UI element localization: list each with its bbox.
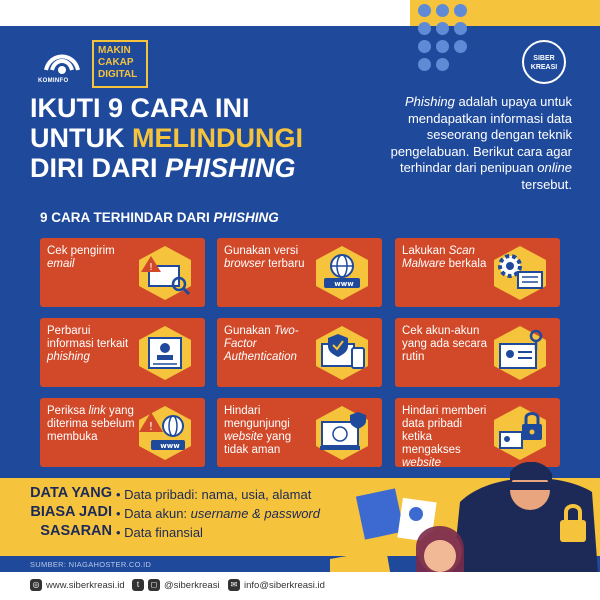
tip-card-8 [217, 398, 382, 467]
tip-text: Cek pengirim email [47, 245, 115, 270]
cakap-label: CAKAP [98, 57, 134, 68]
instagram-icon: ◻ [148, 579, 160, 591]
headline-line-1: IKUTI 9 CARA INI [30, 93, 250, 123]
source-credit: SUMBER: NIAGAHOSTER.CO.ID [30, 560, 152, 569]
list-item: • Data finansial [116, 525, 203, 540]
list-item: • Data pribadi: nama, usia, alamat [116, 487, 312, 502]
kominfo-label: KOMINFO [38, 78, 69, 84]
digital-label: DIGITAL [98, 69, 138, 80]
kreasi-label: KREASI [530, 64, 558, 71]
tip-text: Lakukan Scan Malware berkala [402, 245, 487, 270]
section-subheading: 9 CARA TERHINDAR DARI PHISHING [40, 210, 279, 225]
link-warning-icon [135, 404, 195, 462]
tip-text: Periksa link yang diterima sebelum membuka [47, 405, 135, 443]
footer-social[interactable] [132, 579, 220, 591]
tip-card-5 [217, 318, 382, 387]
unsafe-website-icon [312, 404, 372, 462]
svg-text:!: ! [148, 262, 154, 273]
tip-text: Cek akun-akun yang ada secara rutin [402, 325, 488, 363]
tip-card-6 [395, 318, 560, 387]
email-warning-icon [135, 244, 195, 302]
intro-paragraph: Phishing adalah upaya untuk mendapatkan informasi data seseorang dengan teknik pengelabuan. Berikut cara agar terhindar dari penipuan online tersebut. [390, 94, 572, 192]
tip-card-3 [395, 238, 560, 307]
footer-email-label: info@siberkreasi.id [244, 579, 325, 591]
headline [30, 93, 360, 183]
mail-icon: ✉ [228, 579, 240, 591]
tip-text: Gunakan versi browser terbaru [224, 245, 305, 270]
headline-line-2: UNTUK MELINDUNGI [30, 123, 303, 153]
tip-card-7 [40, 398, 205, 467]
svg-text:www: www [334, 280, 354, 288]
tip-text: Hindari memberi data pribadi ketika mengakses website [402, 405, 487, 467]
shield-devices-icon [312, 324, 372, 382]
footer-website-label: www.siberkreasi.id [46, 579, 125, 591]
makin-cakap-digital-logo [92, 40, 148, 88]
footer-social-label: @siberkreasi [164, 579, 220, 591]
headline-line-3: DIRI DARI PHISHING [30, 153, 296, 183]
footer-website[interactable] [30, 579, 125, 591]
tip-card-4 [40, 318, 205, 387]
twitter-icon: t [132, 579, 144, 591]
svg-text:!: ! [148, 420, 154, 433]
account-key-icon [490, 324, 550, 382]
gear-scan-icon [490, 244, 550, 302]
target-data-title: DATA YANG BIASA JADI SASARAN [30, 485, 112, 539]
decorative-dot-grid [418, 4, 484, 82]
browser-globe-icon [312, 244, 372, 302]
siber-label: SIBER [533, 55, 555, 62]
siber-kreasi-logo [522, 40, 566, 84]
makin-label: MAKIN [98, 45, 131, 56]
tip-card-1 [40, 238, 205, 307]
tip-card-9 [395, 398, 560, 467]
target-data-list [116, 485, 320, 542]
svg-text:www: www [160, 442, 180, 450]
footer-email[interactable] [228, 579, 325, 591]
tip-text: Gunakan Two-Factor Authentication [224, 325, 299, 363]
lock-data-icon [490, 404, 550, 462]
profile-update-icon [135, 324, 195, 382]
tip-text: Perbarui informasi terkait phishing [47, 325, 129, 363]
tip-card-2 [217, 238, 382, 307]
tip-text: Hindari mengunjungi website yang tidak aman [224, 405, 292, 456]
list-item: • Data akun: username & password [116, 506, 320, 521]
globe-icon: ◎ [30, 579, 42, 591]
